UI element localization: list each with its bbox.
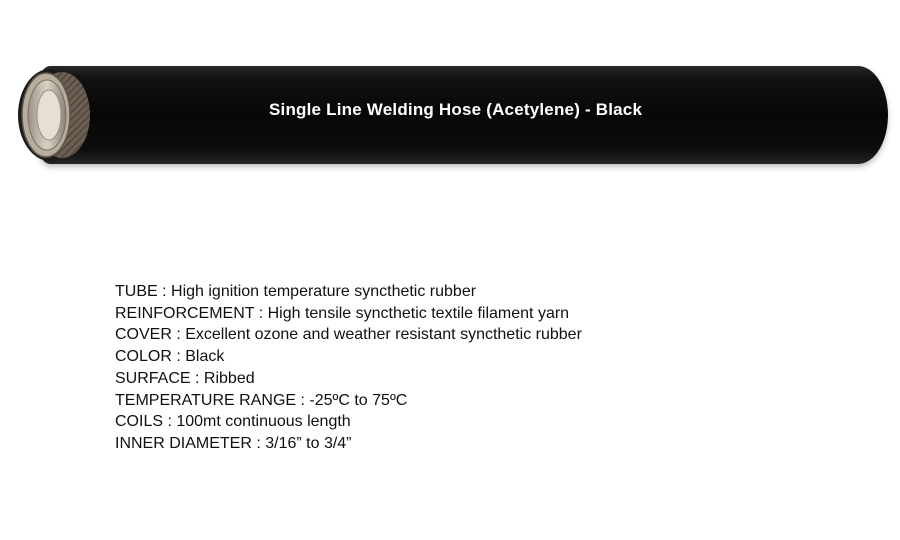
hose-image — [14, 64, 890, 168]
spec-color: COLOR : Black — [115, 348, 225, 366]
spec-reinforcement: REINFORCEMENT : High tensile syncthetic textile filament yarn — [115, 304, 570, 322]
spec-list — [115, 281, 582, 455]
hose-end-cross-section — [16, 68, 98, 162]
spec-coils: COILS : 100mt continuous length — [115, 413, 351, 431]
spec-temperature-range: TEMPERATURE RANGE : -25ºC to 75ºC — [115, 391, 408, 409]
spec-surface: SURFACE : Ribbed — [115, 369, 255, 387]
spec-tube: TUBE : High ignition temperature syncthetic rubber — [115, 283, 477, 300]
spec-inner-diameter: INNER DIAMETER : 3/16” to 3/4” — [115, 434, 352, 452]
product-title: Single Line Welding Hose (Acetylene) - Black — [269, 100, 643, 119]
spec-cover: COVER : Excellent ozone and weather resistant syncthetic rubber — [115, 326, 582, 344]
